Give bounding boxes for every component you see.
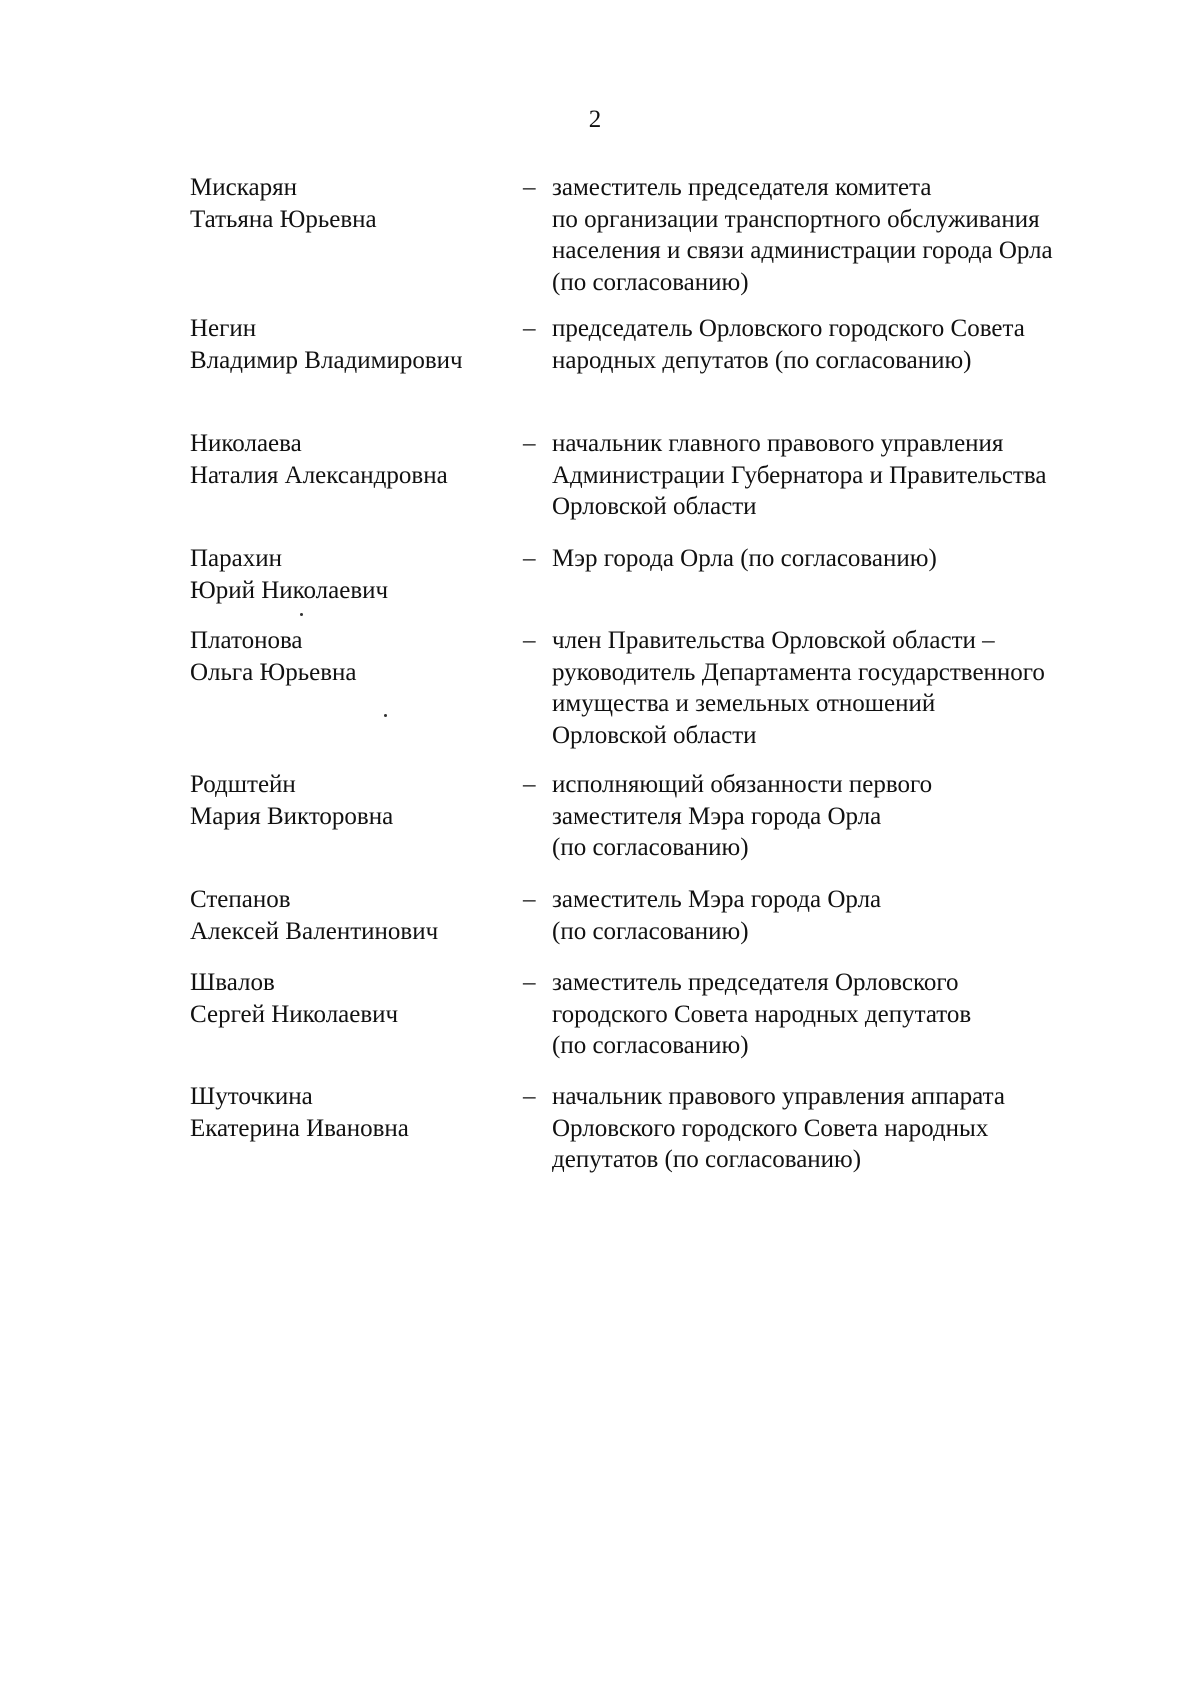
member-given-names: Сергей Николаевич: [190, 1000, 399, 1028]
position-line: имущества и земельных отношений: [552, 690, 936, 717]
member-name: [190, 313, 520, 376]
dash-separator: –: [523, 969, 536, 996]
position-line: член Правительства Орловской области –: [552, 627, 995, 654]
member-surname: Негин: [190, 315, 257, 342]
position-line: городского Совета народных депутатов: [552, 1000, 972, 1028]
position-line: начальник правового управления аппарата: [552, 1083, 1005, 1110]
position-line: Мэр города Орла (по согласованию): [552, 545, 937, 572]
member-surname: Парахин: [190, 545, 283, 572]
member-position: [552, 172, 1112, 298]
member-given-names: Татьяна Юрьевна: [190, 205, 377, 233]
position-line: заместитель председателя Орловского: [552, 969, 959, 996]
member-given-names: Владимир Владимирович: [190, 346, 463, 374]
member-surname: Родштейн: [190, 771, 296, 798]
member-surname: Мискарян: [190, 174, 297, 201]
member-given-names: Мария Викторовна: [190, 802, 394, 830]
dash-separator: –: [523, 771, 536, 798]
member-position: [552, 428, 1112, 523]
member-name: [190, 428, 520, 491]
member-position: [552, 313, 1112, 376]
position-line: заместитель председателя комитета: [552, 174, 932, 201]
member-name: [190, 1081, 520, 1144]
scan-speck: [300, 613, 303, 616]
member-surname: Николаева: [190, 430, 302, 457]
member-given-names: Екатерина Ивановна: [190, 1114, 409, 1142]
position-line: Администрации Губернатора и Правительства: [552, 461, 1047, 489]
member-position: [552, 769, 1112, 864]
member-surname: Степанов: [190, 886, 291, 913]
position-line: председатель Орловского городского Совета: [552, 315, 1025, 342]
position-line: (по согласованию): [552, 917, 749, 945]
scan-speck: [384, 714, 387, 717]
position-line: Орловского городского Совета народных: [552, 1114, 989, 1142]
position-line: по организации транспортного обслуживания: [552, 205, 1040, 233]
position-line: Орловской области: [552, 493, 757, 520]
position-line: (по согласованию): [552, 268, 749, 296]
position-line: исполняющий обязанности первого: [552, 771, 933, 798]
position-line: (по согласованию): [552, 1032, 749, 1059]
position-line: заместитель Мэра города Орла: [552, 886, 882, 913]
member-surname: Шуточкина: [190, 1083, 313, 1110]
dash-separator: –: [523, 545, 536, 572]
member-name: [190, 625, 520, 688]
position-line: населения и связи администрации города Орла: [552, 237, 1053, 264]
member-position: [552, 1081, 1112, 1176]
dash-separator: –: [523, 1083, 536, 1110]
position-line: Орловской области: [552, 721, 757, 749]
position-line: (по согласованию): [552, 834, 749, 861]
member-given-names: Ольга Юрьевна: [190, 658, 357, 686]
member-position: [552, 884, 1112, 947]
member-given-names: Наталия Александровна: [190, 461, 448, 489]
member-surname: Платонова: [190, 627, 303, 654]
member-surname: Швалов: [190, 969, 275, 996]
dash-separator: –: [523, 886, 536, 913]
dash-separator: –: [523, 627, 536, 654]
page-number: 2: [588, 106, 602, 133]
member-name: [190, 172, 520, 235]
dash-separator: –: [523, 430, 536, 457]
position-line: депутатов (по согласованию): [552, 1146, 862, 1173]
member-position: [552, 625, 1112, 751]
member-given-names: Юрий Николаевич: [190, 576, 389, 604]
dash-separator: –: [523, 315, 536, 342]
member-name: [190, 769, 520, 832]
member-name: [190, 967, 520, 1030]
member-name: [190, 543, 520, 606]
position-line: заместителя Мэра города Орла: [552, 802, 882, 830]
position-line: руководитель Департамента государственного: [552, 658, 1045, 686]
member-name: [190, 884, 520, 947]
member-position: [552, 543, 1112, 575]
member-given-names: Алексей Валентинович: [190, 917, 439, 945]
position-line: начальник главного правового управления: [552, 430, 1004, 457]
member-position: [552, 967, 1112, 1062]
position-line: народных депутатов (по согласованию): [552, 346, 972, 374]
dash-separator: –: [523, 174, 536, 201]
